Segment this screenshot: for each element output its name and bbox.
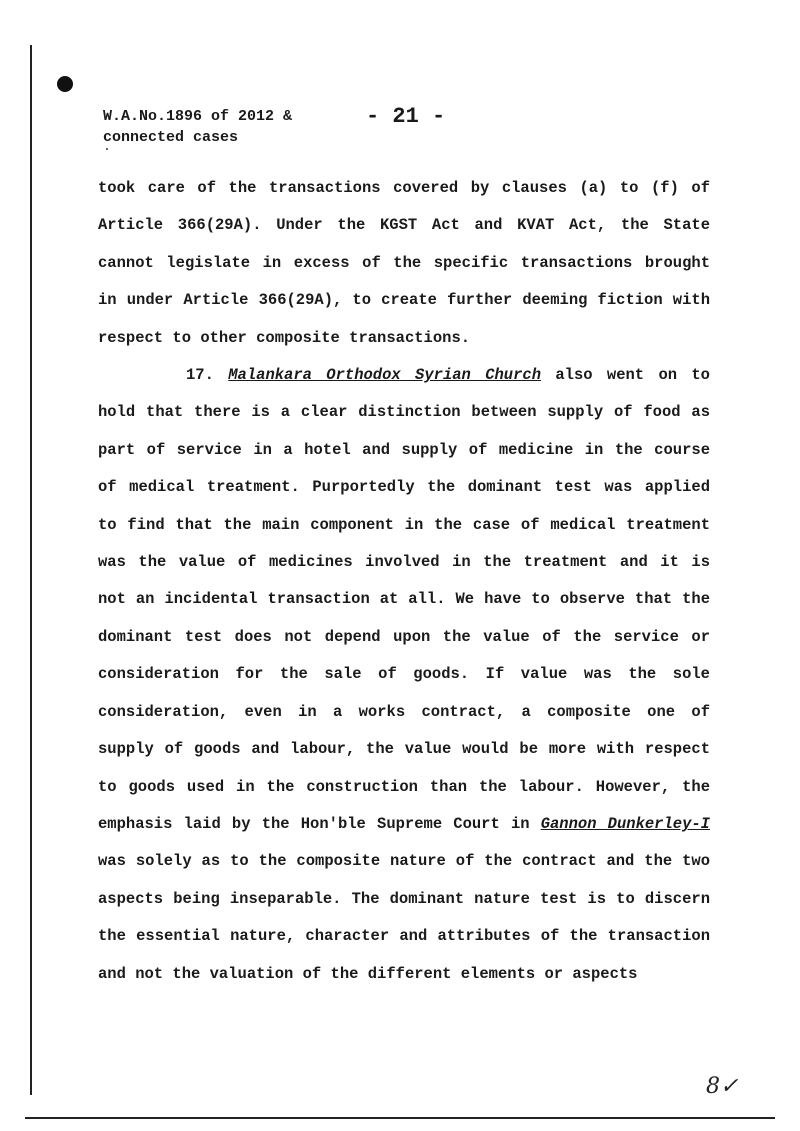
paragraph-17-text-2: was solely as to the composite nature of the contract and the two aspects being inseparable. The dominant nature test is to discern the essential nature, character and attributes of the transaction and not the valuation of the different elements or aspects: [98, 852, 710, 983]
case-name-gannon: Gannon Dunkerley-I: [540, 814, 710, 833]
judgment-body: [98, 170, 710, 993]
handwritten-initials: 8✓: [706, 1074, 739, 1099]
case-name-malankara: Malankara Orthodox Syrian Church: [228, 366, 542, 385]
bottom-rule: [25, 1117, 775, 1119]
case-ref-line-1: W.A.No.1896 of 2012 &: [103, 108, 293, 125]
page-number: - 21 -: [366, 104, 446, 129]
punch-hole-mark: [57, 76, 73, 92]
paragraph-17-text-1: also went on to hold that there is a clear distinction between supply of food as part of service in a hotel and supply of medicine in the course of medical treatment. Purportedly the dominant test was applied to find that the main component in the case of medical treatment was the value of medicines involved in the treatment and it is not an incidental transaction at all. We have to observe that the dominant test does not depend upon the value of the service or consideration for the sale of goods. If value was the sole consideration, even in a works contract, a composite one of supply of goods and labour, the value would be more with respect to goods used in the construction than the labour. However, the emphasis laid by the Hon'ble Supreme Court in: [98, 366, 710, 833]
left-margin-rule: [30, 45, 32, 1095]
paragraph-17: [98, 357, 710, 993]
paragraph-number: 17.: [186, 366, 214, 385]
paragraph-continued: took care of the transactions covered by clauses (a) to (f) of Article 366(29A). Under the KGST Act and KVAT Act, the State cannot legislate in excess of the specific transactions brought in under Article 366(29A), to create further deeming fiction with respect to other composite transactions.: [98, 179, 710, 347]
case-ref-line-2: connected cases: [103, 129, 239, 146]
stray-mark: [106, 148, 108, 150]
case-reference: [103, 106, 292, 148]
